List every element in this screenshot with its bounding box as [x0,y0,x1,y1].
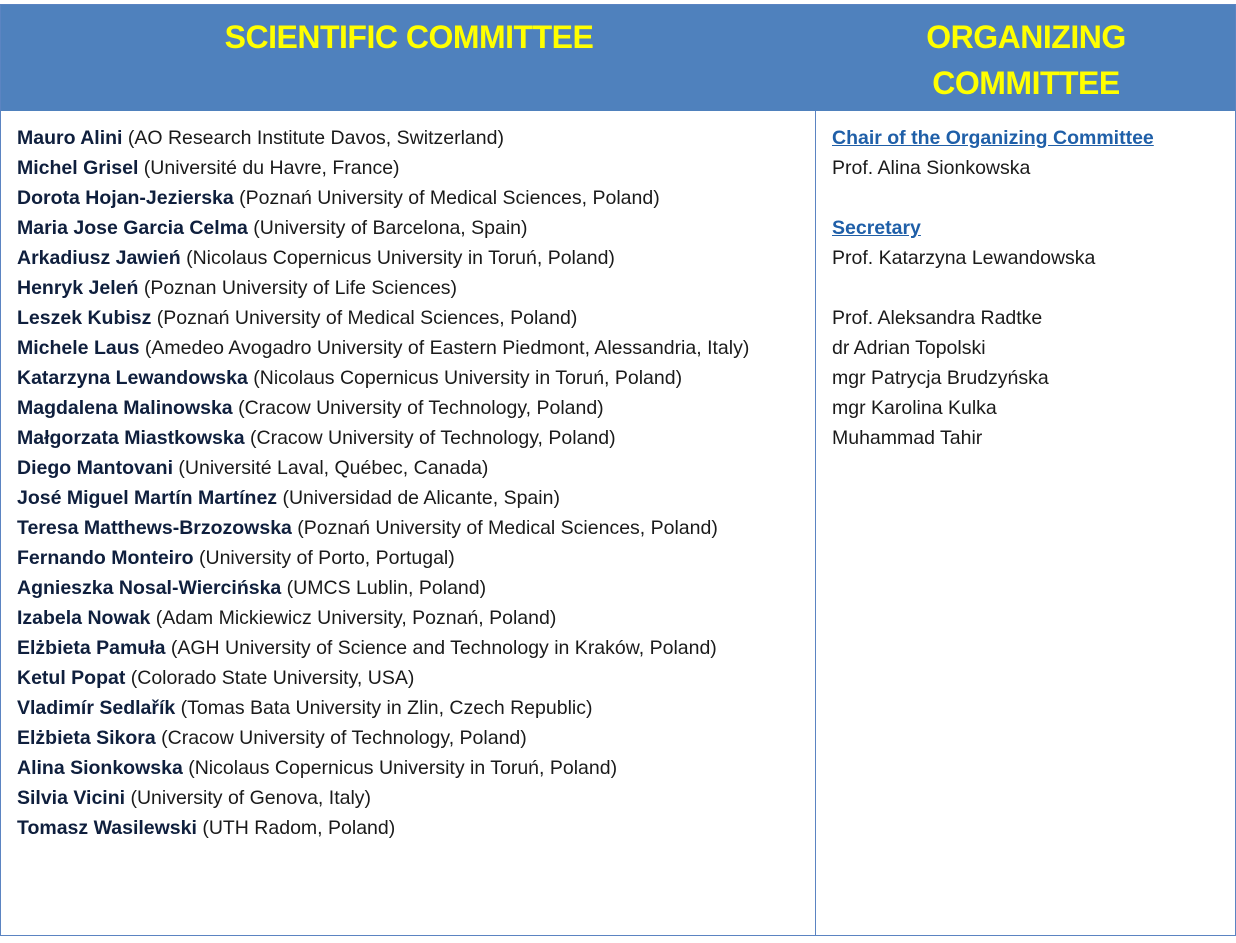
committee-member [17,603,807,633]
member-affiliation: (Adam Mickiewicz University, Poznań, Poland) [150,607,557,629]
member-name: Henryk Jeleń [17,277,139,299]
member-affiliation: (Université Laval, Québec, Canada) [173,457,489,479]
member-affiliation: (Poznań University of Medical Sciences, Poland) [233,187,660,209]
member-affiliation: (University of Barcelona, Spain) [247,217,528,239]
committee-member [17,663,807,693]
member-name: Tomasz Wasilewski [17,817,197,839]
organizing-member: Muhammad Tahir [832,427,983,449]
committee-member [17,513,807,543]
committee-table [0,4,1236,936]
committee-member [17,753,807,783]
member-affiliation: (Amedeo Avogadro University of Eastern Piedmont, Alessandria, Italy) [139,337,750,359]
member-affiliation: (Cracow University of Technology, Poland) [232,397,604,419]
committee-member [17,543,807,573]
organizing-member: Prof. Aleksandra Radtke [832,307,1043,329]
member-name: Arkadiusz Jawień [17,247,181,269]
member-affiliation: (UTH Radom, Poland) [196,817,396,839]
member-affiliation: (AO Research Institute Davos, Switzerland) [122,127,504,149]
committee-member [17,183,807,213]
member-name: Michele Laus [17,337,140,359]
member-name: Ketul Popat [17,667,126,689]
committee-member [17,693,807,723]
member-name: Izabela Nowak [17,607,151,629]
member-affiliation: (Tomas Bata University in Zlin, Czech Republic) [175,697,593,719]
member-affiliation: (UMCS Lublin, Poland) [281,577,487,599]
spacer [832,273,1227,303]
organizing-committee-title [817,14,1235,106]
table-body-row [1,111,1235,935]
member-name: Teresa Matthews-Brzozowska [17,517,292,539]
member-name: Katarzyna Lewandowska [17,367,248,389]
member-name: Michel Grisel [17,157,139,179]
member-name: Silvia Vicini [17,787,126,809]
member-name: Mauro Alini [17,127,123,149]
member-name: José Miguel Martín Martínez [17,487,278,509]
member-name: Vladimír Sedlařík [17,697,176,719]
organizing-member: mgr Patrycja Brudzyńska [832,367,1049,389]
member-name: Maria Jose Garcia Celma [17,217,248,239]
column-divider [815,111,816,935]
member-affiliation: (Cracow University of Technology, Poland) [155,727,527,749]
committee-member [17,573,807,603]
member-affiliation: (Université du Havre, France) [138,157,400,179]
member-affiliation: (Nicolaus Copernicus University in Toruń, Poland) [180,247,615,269]
member-affiliation: (Universidad de Alicante, Spain) [277,487,560,509]
committee-member [17,393,807,423]
member-name: Elżbieta Pamuła [17,637,166,659]
organizing-title-line2: COMMITTEE [932,65,1120,101]
member-affiliation: (Poznan University of Life Sciences) [138,277,458,299]
organizing-member: mgr Karolina Kulka [832,397,997,419]
member-name: Leszek Kubisz [17,307,152,329]
member-name: Diego Mantovani [17,457,174,479]
committee-member [17,243,807,273]
secretary-heading-link[interactable]: Secretary [832,217,921,239]
committee-member [17,333,807,363]
committee-member [17,723,807,753]
committee-member [17,633,807,663]
member-name: Elżbieta Sikora [17,727,156,749]
member-name: Alina Sionkowska [17,757,183,779]
member-affiliation: (Nicolaus Copernicus University in Toruń, Poland) [182,757,618,779]
member-affiliation: (AGH University of Science and Technology in Kraków, Poland) [165,637,717,659]
member-name: Dorota Hojan-Jezierska [17,187,234,209]
member-affiliation: (Colorado State University, USA) [125,667,415,689]
member-affiliation: (University of Genova, Italy) [125,787,372,809]
committee-member [17,423,807,453]
committee-member [17,123,807,153]
chair-heading-link[interactable]: Chair of the Organizing Committee [832,127,1154,149]
member-affiliation: (Poznań University of Medical Sciences, Poland) [151,307,578,329]
secretary-name: Prof. Katarzyna Lewandowska [832,247,1096,269]
organizing-title-line1: ORGANIZING [926,19,1126,55]
member-affiliation: (Poznań University of Medical Sciences, Poland) [291,517,718,539]
committee-member [17,303,807,333]
committee-member [17,483,807,513]
member-affiliation: (Cracow University of Technology, Poland) [244,427,616,449]
committee-member [17,273,807,303]
member-name: Agnieszka Nosal-Wiercińska [17,577,282,599]
committee-member [17,813,807,843]
scientific-committee-list [17,123,807,843]
spacer [832,183,1227,213]
committee-member [17,153,807,183]
member-affiliation: (Nicolaus Copernicus University in Toruń, Poland) [247,367,683,389]
committee-member [17,363,807,393]
organizing-member: dr Adrian Topolski [832,337,986,359]
chair-name: Prof. Alina Sionkowska [832,157,1031,179]
committee-member [17,783,807,813]
scientific-committee-title: SCIENTIFIC COMMITTEE [224,19,594,55]
member-name: Fernando Monteiro [17,547,194,569]
member-affiliation: (University of Porto, Portugal) [193,547,455,569]
table-header-row [1,5,1235,111]
member-name: Małgorzata Miastkowska [17,427,245,449]
committee-member [17,213,807,243]
committee-member [17,453,807,483]
member-name: Magdalena Malinowska [17,397,233,419]
organizing-committee-column [832,123,1227,453]
